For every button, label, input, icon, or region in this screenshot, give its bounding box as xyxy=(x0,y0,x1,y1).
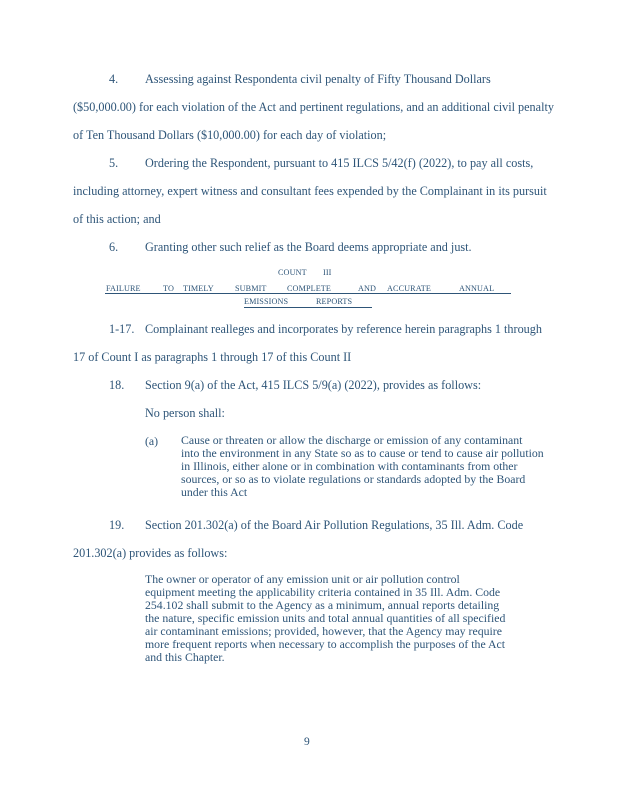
quote-line: under this Act xyxy=(181,485,248,499)
item-number: 18. xyxy=(109,378,125,392)
item-text-line: Granting other such relief as the Board deems appropriate and just. xyxy=(145,240,472,254)
heading-word: SUBMIT xyxy=(235,284,267,293)
no-person-line: No person shall: xyxy=(145,406,225,420)
item-text-line: Complainant realleges and incorporates by reference herein paragraphs 1 through xyxy=(145,322,542,336)
quote-label: (a) xyxy=(145,434,159,448)
quote-block xyxy=(181,434,544,499)
heading-word: FAILURE xyxy=(106,284,141,293)
heading-word: ANNUAL xyxy=(459,284,495,293)
heading-underline xyxy=(105,293,511,294)
quote-line: The owner or operator of any emission unit or air pollution control xyxy=(145,572,460,586)
quote-line: the nature, specific emission units and total annual quantities of all specified xyxy=(145,611,506,625)
quote-line: in Illinois, either alone or in combination with contaminants from other xyxy=(181,459,518,473)
item-number: 6. xyxy=(109,240,119,254)
page-number: 9 xyxy=(304,736,310,748)
item-text-line: Ordering the Respondent, pursuant to 415 ILCS 5/42(f) (2022), to pay all costs, xyxy=(145,156,534,170)
count-label: COUNT xyxy=(278,268,307,277)
heading-word: REPORTS xyxy=(316,297,353,306)
heading-underline xyxy=(244,307,372,308)
count-roman: III xyxy=(323,268,332,277)
quote-line: into the environment in any State so as to cause or tend to cause air pollution xyxy=(181,446,544,460)
quote-block xyxy=(145,573,505,664)
heading-word: ACCURATE xyxy=(387,284,432,293)
item-text-line: 201.302(a) provides as follows: xyxy=(73,546,228,560)
item-text-line: of Ten Thousand Dollars ($10,000.00) for each day of violation; xyxy=(73,128,387,142)
quote-line: sources, or so as to violate regulations or standards adopted by the Board xyxy=(181,472,526,486)
item-text-line: 17 of Count I as paragraphs 1 through 17 of this Count II xyxy=(73,350,352,364)
heading-word: AND xyxy=(358,284,377,293)
quote-line: Cause or threaten or allow the discharge or emission of any contaminant xyxy=(181,433,523,447)
item-text-line: Section 201.302(a) of the Board Air Pollution Regulations, 35 Ill. Adm. Code xyxy=(145,518,524,532)
heading-word: EMISSIONS xyxy=(244,297,289,306)
quote-line: more frequent reports when necessary to accomplish the purposes of the Act xyxy=(145,637,506,651)
item-text-line: Section 9(a) of the Act, 415 ILCS 5/9(a) (2022), provides as follows: xyxy=(145,378,482,392)
heading-word: COMPLETE xyxy=(287,284,332,293)
quote-line: and this Chapter. xyxy=(145,650,225,664)
item-text-line: Assessing against Respondenta civil penalty of Fifty Thousand Dollars xyxy=(145,72,491,86)
quote-line: air contaminant emissions; provided, however, that the Agency may require xyxy=(145,624,502,638)
quote-line: 254.102 shall submit to the Agency as a minimum, annual reports detailing xyxy=(145,598,500,612)
heading-word: TIMELY xyxy=(183,284,214,293)
item-number: 1-17. xyxy=(109,322,135,336)
heading-word: TO xyxy=(163,284,174,293)
item-number: 5. xyxy=(109,156,119,170)
item-number: 19. xyxy=(109,518,125,532)
item-text-line: ($50,000.00) for each violation of the Act and pertinent regulations, and an additional civil penalty xyxy=(73,100,554,114)
item-number: 4. xyxy=(109,72,119,86)
quote-line: equipment meeting the applicability criteria contained in 35 Ill. Adm. Code xyxy=(145,585,501,599)
item-text-line: of this action; and xyxy=(73,212,161,226)
item-text-line: including attorney, expert witness and consultant fees expended by the Complainant in its pursuit xyxy=(73,184,547,198)
